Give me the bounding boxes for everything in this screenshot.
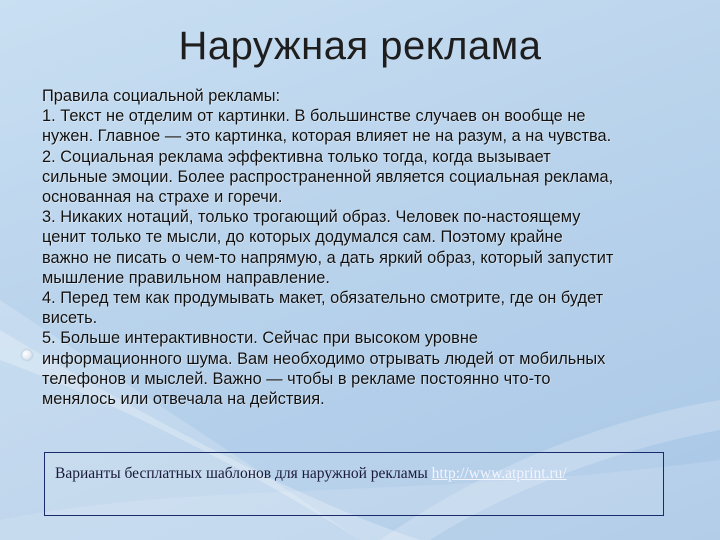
- bullet-icon: [22, 350, 32, 360]
- body-line: 5. Больше интерактивности. Сейчас при высоком уровне: [42, 329, 479, 348]
- body-line: информационного шума. Вам необходимо отрывать людей от мобильных: [42, 349, 606, 368]
- templates-note-box: [44, 452, 664, 516]
- templates-note-text: Варианты бесплатных шаблонов для наружной рекламы: [55, 465, 432, 482]
- templates-note: [55, 465, 567, 483]
- body-line: основанная на страхе и горечи.: [42, 188, 283, 207]
- body-line: телефонов и мыслей. Важно — чтобы в рекламе постоянно что-то: [42, 369, 551, 388]
- body-line: 1. Текст не отделим от картинки. В большинстве случаев он вообще не: [42, 107, 586, 126]
- body-line: 4. Перед тем как продумывать макет, обязательно смотрите, где он будет: [42, 289, 604, 308]
- body-line: 3. Никаких нотаций, только трогающий образ. Человек по-настоящему: [42, 208, 581, 227]
- body-line: ценит только те мысли, до которых додумался сам. Поэтому крайне: [42, 228, 563, 247]
- body-line: сильные эмоции. Более распространенной является социальная реклама,: [42, 167, 614, 186]
- body-line: мышление правильном направление.: [42, 268, 330, 287]
- atprint-link[interactable]: http://www.atprint.ru/: [431, 465, 567, 482]
- body-line: 2. Социальная реклама эффективна только тогда, когда вызывает: [42, 147, 551, 166]
- body-line: висеть.: [42, 309, 98, 328]
- body-line: нужен. Главное — это картинка, которая влияет не на разум, а на чувства.: [42, 127, 612, 146]
- body-line: менялось или отвечала на действия.: [42, 390, 325, 409]
- slide-title: Наружная реклама: [178, 24, 542, 68]
- rules-heading: Правила социальной рекламы:: [42, 87, 281, 105]
- slide-body: [42, 86, 688, 409]
- body-line: важно не писать о чем-то напрямую, а дать яркий образ, который запустит: [42, 248, 614, 267]
